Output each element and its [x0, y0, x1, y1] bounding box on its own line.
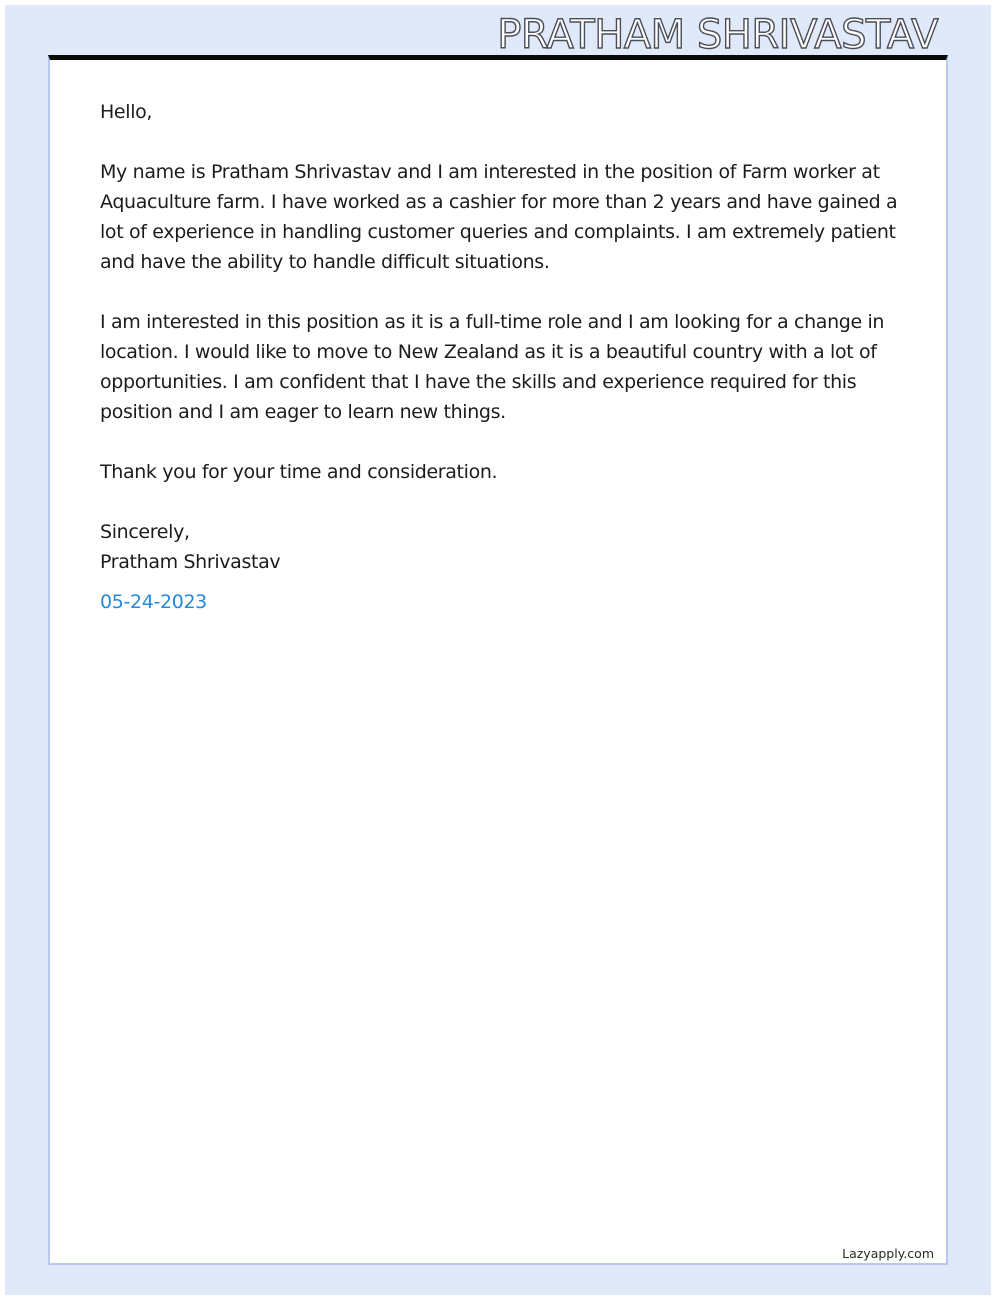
letter-date: 05-24-2023 [100, 591, 207, 613]
letter-paragraph-motivation: I am interested in this position as it is a full-time role and I am looking for a change in location. I would like to move to New Zealand as it is a beautiful country with a lot of opportunities. I am confident that I have the skills and experience required for this position and I am eager to learn new things. [100, 311, 885, 423]
cover-letter-body [100, 97, 900, 617]
letter-signature: Pratham Shrivastav [100, 551, 281, 573]
applicant-name-heading: PRATHAM SHRIVASTAV [497, 12, 938, 58]
letter-greeting: Hello, [100, 101, 153, 123]
letter-closing: Sincerely, [100, 521, 190, 543]
footer-watermark: Lazyapply.com [842, 1246, 934, 1261]
letter-paragraph-thanks: Thank you for your time and consideration. [100, 461, 498, 483]
letter-paragraph-intro: My name is Pratham Shrivastav and I am interested in the position of Farm worker at Aquaculture farm. I have worked as a cashier for more than 2 years and have gained a lot of experience in handling customer queries and complaints. I am extremely patient and have the ability to handle difficult situations. [100, 161, 898, 273]
